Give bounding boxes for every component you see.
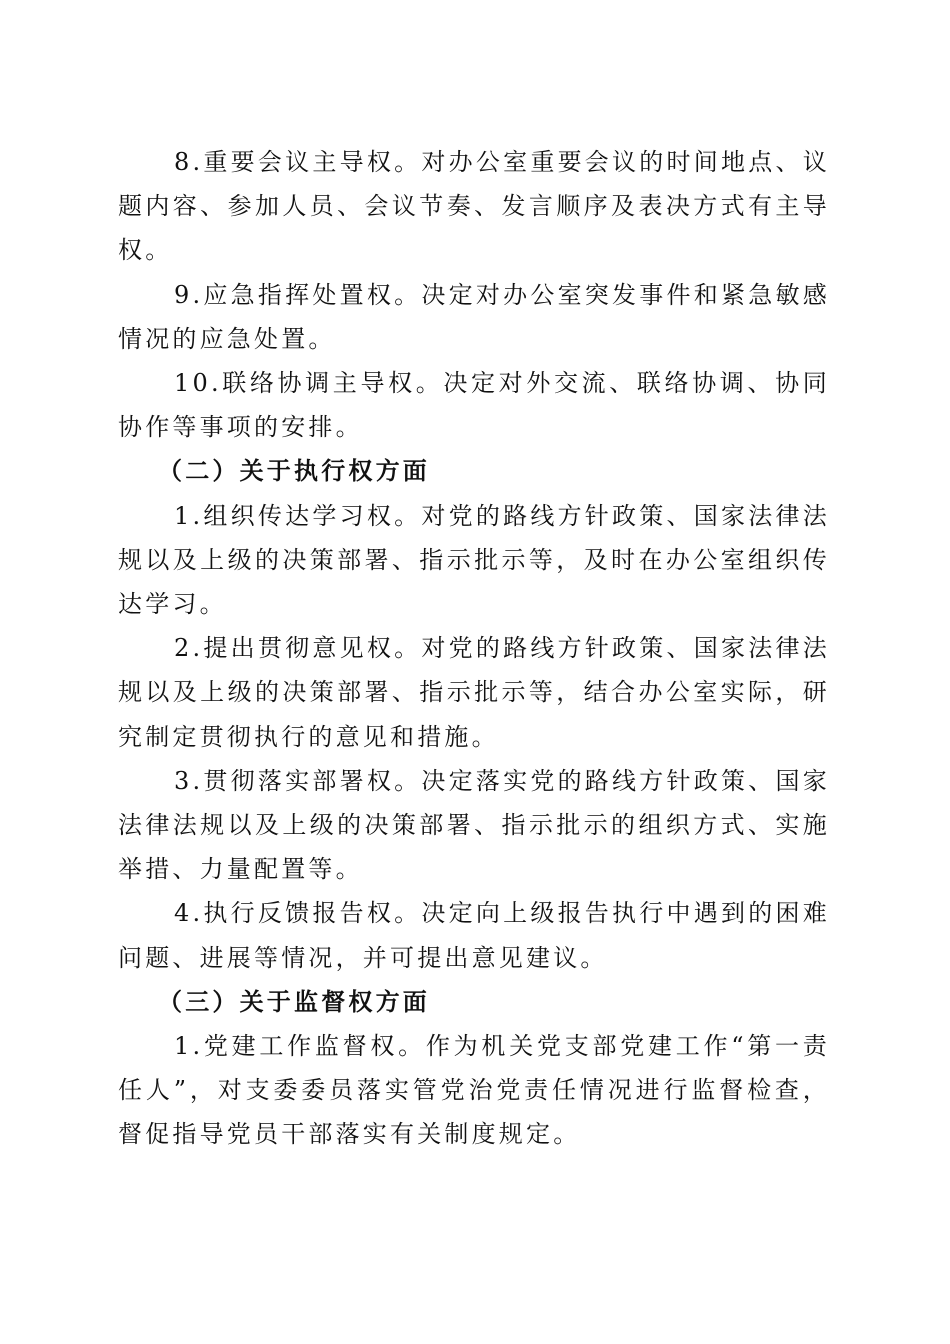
paragraph-implementation-deployment: 3.贯彻落实部署权。决定落实党的路线方针政策、国家法律法规以及上级的决策部署、指示批示的组织方式、实施举措、力量配置等。: [118, 766, 830, 884]
paragraph-feedback-report: 4.执行反馈报告权。决定向上级报告执行中遇到的困难问题、进展等情况，并可提出意见建议。: [118, 899, 830, 972]
paragraph-organize-study: 1.组织传达学习权。对党的路线方针政策、国家法律法规以及上级的决策部署、指示批示等，及时在办公室组织传达学习。: [118, 501, 830, 619]
section-heading-execution: （二）关于执行权方面: [158, 456, 430, 486]
paragraph-important-meeting: 8.重要会议主导权。对办公室重要会议的时间地点、议题内容、参加人员、会议节奏、发言顺序及表决方式有主导权。: [118, 148, 830, 265]
paragraph-liaison-coordination: 10.联络协调主导权。决定对外交流、联络协调、协同协作等事项的安排。: [118, 369, 830, 442]
section-heading-supervision: （三）关于监督权方面: [158, 986, 430, 1016]
document-body: [118, 140, 830, 1157]
paragraph-implementation-opinions: 2.提出贯彻意见权。对党的路线方针政策、国家法律法规以及上级的决策部署、指示批示等，结合办公室实际，研究制定贯彻执行的意见和措施。: [118, 634, 830, 751]
paragraph-emergency-command: 9.应急指挥处置权。决定对办公室突发事件和紧急敏感情况的应急处置。: [118, 280, 830, 353]
paragraph-party-building-supervision: 1.党建工作监督权。作为机关党支部党建工作“第一责任人”，对支委委员落实管党治党责任情况进行监督检查，督促指导党员干部落实有关制度规定。: [118, 1032, 830, 1149]
